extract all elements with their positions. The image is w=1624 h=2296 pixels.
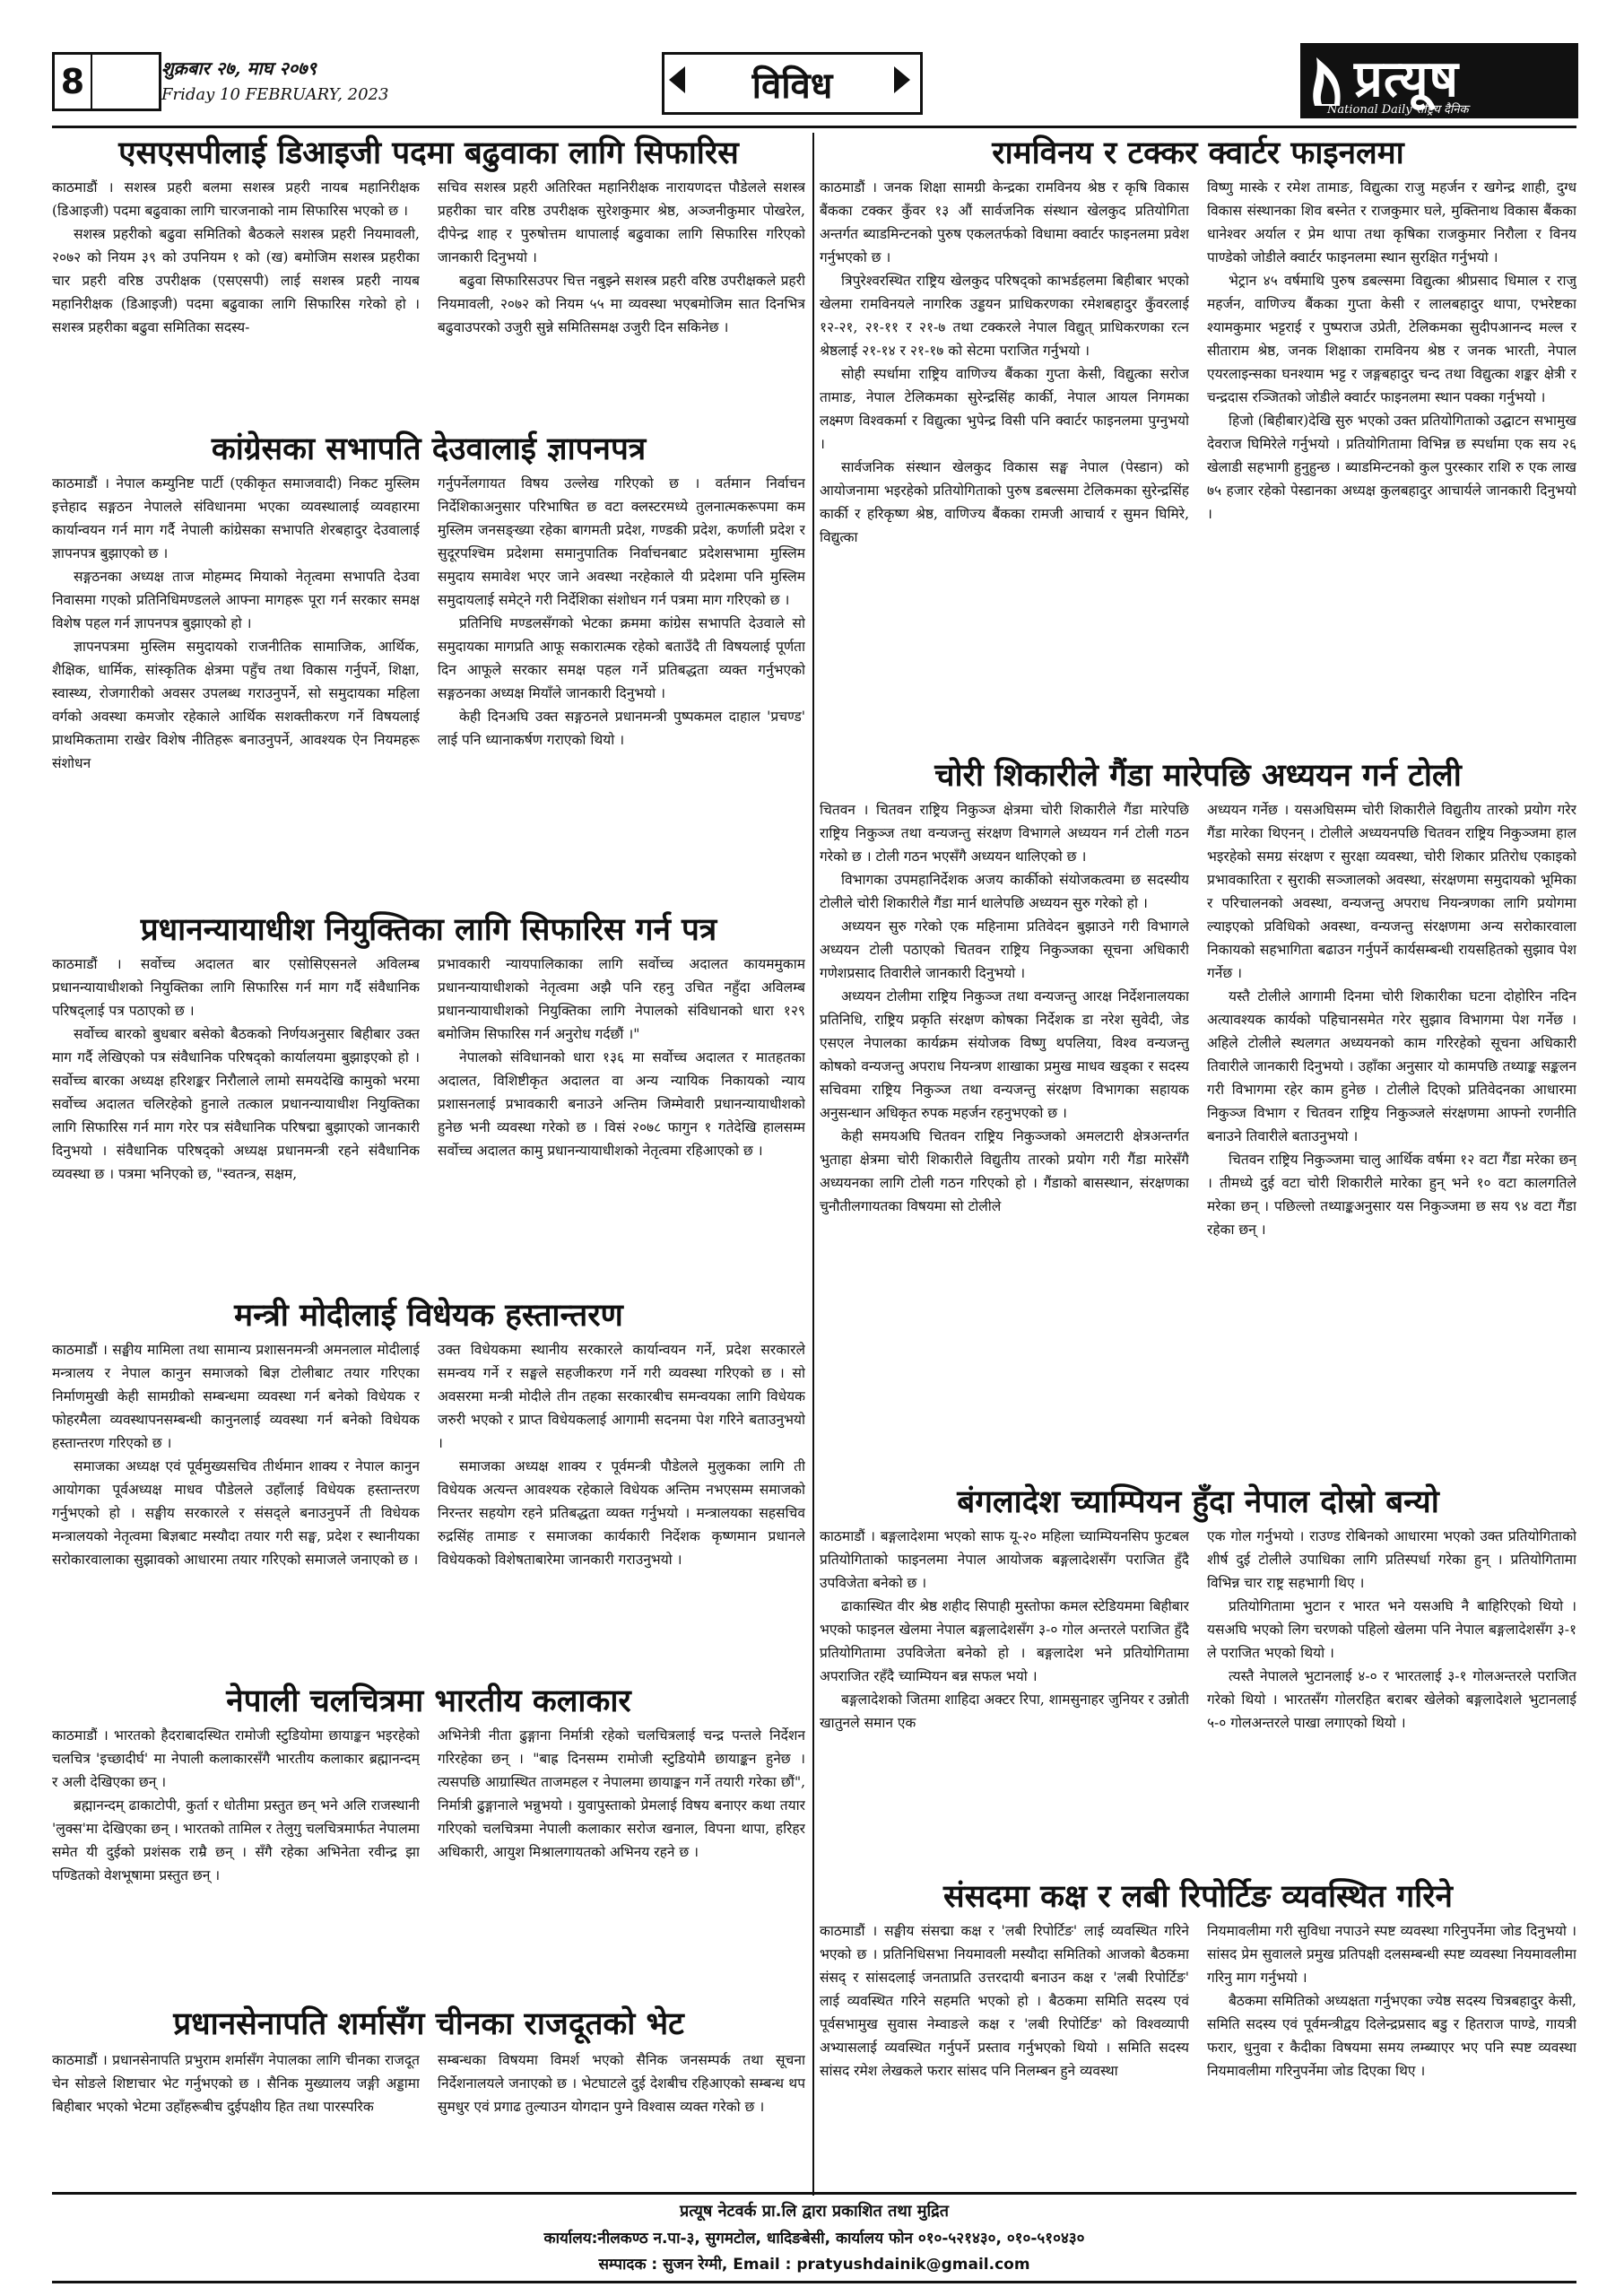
article-column bbox=[1207, 1525, 1576, 1866]
article-column bbox=[52, 952, 420, 1286]
masthead bbox=[1300, 43, 1578, 118]
paragraph: नेपालको संविधानको धारा १३६ मा सर्वोच्च अदालत र मातहतका अदालत, विशिष्टीकृत अदालत वा अन्य न्यायिक निकायको न्याय प्रशासनलाई प्रभावकारी बनाउने अन्तिम जिम्मेवारी प्रधानन्यायाधीशको हुनेछ भनी व्यवस्था गरेको छ । विसं २०७८ फागुन १ गतेदेखि हालसम्म सर्वोच्च अदालत कामु प्रधानन्यायाधीशको नेतृत्वमा रहिआएको छ । bbox=[438, 1049, 805, 1159]
article-body bbox=[52, 176, 805, 420]
headline: कांग्रेसका सभापति देउवालाई ज्ञापनपत्र bbox=[211, 431, 647, 467]
headline: नेपाली चलचित्रमा भारतीय कलाकार bbox=[226, 1683, 631, 1719]
paragraph: समाजका अध्यक्ष एवं पूर्वमुख्यसचिव तीर्थमान शाक्य र नेपाल कानुन आयोगका पूर्वअध्यक्ष माधव पौडेलले उहाँलाई विधेयक हस्तान्तरण गर्नुभएको हो । सङ्घीय सरकारले र संसद्ले बनाउनुपर्ने ती विधेयक मन्त्रालयको नेतृत्वमा बिज्ञबाट मस्यौदा तयार गरी सङ्घ, प्रदेश र स्थानीयका सरोकारवालाका सुझावको आधारमा तयार गरिएको समाजले जनाएको छ । bbox=[52, 1458, 420, 1568]
imprint-footer bbox=[52, 2192, 1576, 2283]
headline: प्रधानन्यायाधीश नियुक्तिका लागि सिफारिस गर्न पत्र bbox=[140, 912, 717, 948]
paragraph: उक्त विधेयकमा स्थानीय सरकारले कार्यान्वयन गर्ने, प्रदेश सरकारले समन्वय गर्ने र सङ्घले सहजीकरण गर्ने गरी व्यवस्था गरिएको छ । सो अवसरमा मन्त्री मोदीले तीन तहका सरकारबीच समन्वयका लागि विधेयक जरुरी भएको र प्राप्त विधेयकलाई आगामी सदनमा पेश गरिने बताउनुभयो । bbox=[438, 1342, 805, 1451]
paragraph: काठमाडौं । सङ्घीय संसद्मा कक्ष र 'लबी रिपोर्टिङ' लाई व्यवस्थित गरिने भएको छ । प्रतिनिधिसभा नियमावली मस्यौदा समितिको आजको बैठकमा संसद् र सांसदलाई जनताप्रति उत्तरदायी बनाउन कक्ष र 'लबी रिपोर्टिङ' लाई व्यवस्थित गरिने सहमति भएको हो । बैठकमा समिति सदस्य एवं पूर्वसभामुख सुवास नेम्वाङले कक्ष र 'लबी रिपोर्टिङ' को विश्वव्यापी अभ्यासलाई व्यवस्थित गर्नुपर्ने प्रस्ताव गर्नुभएको थियो । समिति सदस्य सांसद रमेश लेखकले फरार सांसद पनि निलम्बन हुने व्यवस्था bbox=[820, 1923, 1189, 2079]
paragraph: चितवन राष्ट्रिय निकुञ्जमा चालु आर्थिक वर्षमा १२ वटा गैंडा मरेका छन् । तीमध्ये दुई वटा चोरी शिकारीले मारेका हुन् भने १० वटा कालगतिले मरेका छन् । पछिल्लो तथ्याङ्कअनुसार यस निकुञ्जमा छ सय ९४ वटा गैंडा रहेका छन् । bbox=[1207, 1152, 1576, 1238]
article-column bbox=[438, 1724, 805, 1993]
paragraph: एक गोल गर्नुभयो । राउण्ड रोबिनको आधारमा भएको उक्त प्रतियोगिताको शीर्ष दुई टोलीले उपाधिका लागि प्रतिस्पर्धा गरेका हुन् । प्रतियोगितामा विभिन्न चार राष्ट्र सहभागी थिए । bbox=[1207, 1528, 1576, 1591]
headline: मन्त्री मोदीलाई विधेयक हस्तान्तरण bbox=[234, 1298, 623, 1334]
article-column bbox=[1207, 1919, 1576, 2185]
paragraph: चितवन । चितवन राष्ट्रिय निकुञ्ज क्षेत्रमा चोरी शिकारीले गैंडा मारेपछि राष्ट्रिय निकुञ्ज तथा वन्यजन्तु संरक्षण विभागले अध्ययन गर्न टोली गठन गरेको छ । टोली गठन भएसँगै अध्ययन थालिएको छ । bbox=[820, 802, 1189, 865]
paragraph: काठमाडौं । सर्वोच्च अदालत बार एसोसिएसनले अविलम्ब प्रधानन्यायाधीशको नियुक्तिका लागि सिफारिस गर्न माग गर्दै संवैधानिक परिषद्लाई पत्र पठाएको छ । bbox=[52, 956, 420, 1019]
paragraph: अभिनेत्री नीता ढुङ्गाना निर्मात्री रहेको चलचित्रलाई चन्द्र पन्तले निर्देशन गरिरहेका छन् । "बाह्र दिनसम्म रामोजी स्टुडियोमै छायाङ्कन हुनेछ । त्यसपछि आग्रास्थित ताजमहल र नेपालमा छायाङ्कन गर्ने तयारी गरेका छौं", निर्मात्री ढुङ्गानाले भन्नुभयो । युवापुस्ताको प्रेमलाई विषय बनाएर कथा तयार गरिएको चलचित्रमा नेपाली कलाकार सरोज खनाल, विपना थापा, हरिहर अधिकारी, आयुश मिश्रालगायतको अभिनय रहने छ । bbox=[438, 1727, 805, 1860]
paragraph: विभागका उपमहानिर्देशक अजय कार्कीको संयोजकत्वमा छ सदस्यीय टोलीले चोरी शिकारीले गैंडा मार्न थालेपछि अध्ययन सुरु गरेको हो । bbox=[820, 872, 1189, 911]
headline: एसएसपीलाई डिआइजी पदमा बढुवाका लागि सिफारिस bbox=[118, 135, 739, 171]
article-body bbox=[820, 176, 1576, 746]
article-column bbox=[820, 1525, 1189, 1866]
article-body bbox=[52, 2048, 805, 2183]
paragraph: काठमाडौं । प्रधानसेनापति प्रभुराम शर्मासँग नेपालका लागि चीनका राजदूत चेन सोङले शिष्टाचार भेट गर्नुभएको छ । सैनिक मुख्यालय जङ्गी अड्डामा बिहीबार भएको भेटमा उहाँहरूबीच दुईपक्षीय हित तथा पारस्परिक bbox=[52, 2052, 420, 2115]
paragraph: सचिव सशस्त्र प्रहरी अतिरिक्त महानिरीक्षक नारायणदत्त पौडेलले सशस्त्र प्रहरीका चार वरिष्ठ उपरीक्षक सुरेशकुमार श्रेष्ठ, अञ्जनीकुमार पोखरेल, दीपेन्द्र शाह र पुरुषोत्तम थापालाई बढुवाका लागि सिफारिस गरिएको जानकारी दिनुभयो । bbox=[438, 179, 805, 265]
paragraph: विष्णु मास्के र रमेश तामाङ, विद्युत्का राजु महर्जन र खगेन्द्र शाही, दुग्ध विकास संस्थानका शिव बस्नेत र राजकुमार घले, मुक्तिनाथ विकास बैंकका धानेश्वर अर्याल र प्रेम थापा तथा कृषिका राजकुमार निरौला र विनय पाण्डेको जोडीले क्वार्टर फाइनलमा स्थान सुरक्षित गर्नुभयो । bbox=[1207, 179, 1576, 265]
paragraph: बढुवा सिफारिसउपर चित्त नबुझ्ने सशस्त्र प्रहरी वरिष्ठ उपरीक्षकले प्रहरी नियमावली, २०७२ को नियम ५५ मा व्यवस्था भएबमोजिम सात दिनभित्र बढुवाउपरको उजुरी सुन्ने समितिसमक्ष उजुरी दिन सकिनेछ । bbox=[438, 273, 805, 335]
paragraph: सङ्गठनका अध्यक्ष ताज मोहम्मद मियाको नेतृत्वमा सभापति देउवा निवासमा गएको प्रतिनिधिमण्डलले आफ्ना मागहरू पूरा गर्न सरकार समक्ष विशेष पहल गर्न ज्ञापनपत्र बुझाएको हो । bbox=[52, 569, 420, 631]
date-nepali: शुक्रबार २७, माघ २०७९ bbox=[161, 57, 317, 79]
paragraph: समाजका अध्यक्ष शाक्य र पूर्वमन्त्री पौडेलले मुलुकका लागि ती विधेयक अत्यन्त आवश्यक रहेकाले विधेयक अन्तिम नभएसम्म समाजको निरन्तर सहयोग रहने प्रतिबद्धता व्यक्त गर्नुभयो । मन्त्रालयका सहसचिव रुद्रसिंह तामाङ र समाजका कार्यकारी निर्देशक कृष्णमान प्रधानले विधेयकको विशेषताबारेमा जानकारी गराउनुभयो । bbox=[438, 1458, 805, 1568]
paragraph: प्रतियोगितामा भुटान र भारत भने यसअघि नै बाहिरिएको थियो । यसअघि भएको लिग चरणको पहिलो खेलमा पनि नेपाल बङ्गलादेशसँग ३-१ ले पराजित भएको थियो । bbox=[1207, 1598, 1576, 1661]
headline: प्रधानसेनापति शर्मासँग चीनका राजदूतको भेट bbox=[173, 2006, 684, 2042]
paragraph: केही दिनअघि उक्त सङ्गठनले प्रधानमन्त्री पुष्पकमल दाहाल 'प्रचण्ड' लाई पनि ध्यानाकर्षण गराएको थियो । bbox=[438, 709, 805, 748]
paragraph: अध्ययन गर्नेछ । यसअघिसम्म चोरी शिकारीले विद्युतीय तारको प्रयोग गरेर गैंडा मारेका थिएनन् । टोलीले अध्ययनपछि चितवन राष्ट्रिय निकुञ्जमा हाल भइरहेको समग्र संरक्षण र सुरक्षा व्यवस्था, चोरी शिकार प्रतिरोध एकाइको प्रभावकारिता र सुराकी सञ्जालको अवस्था, संरक्षणमा समुदायको भूमिका र परिचालनको अवस्था, वन्यजन्तु अपराध नियन्त्रणका लागि प्रयोगमा ल्याइएको प्रविधिको अवस्था, वन्यजन्तु संरक्षणमा अन्य सरोकारवाला निकायको सहभागिता बढाउन गर्नुपर्ने कार्यसम्बन्धी रायसहितको सुझाव पेश गर्नेछ । bbox=[1207, 802, 1576, 981]
paragraph: सशस्त्र प्रहरीको बढुवा समितिको बैठकले सशस्त्र प्रहरी नियमावली, २०७२ को नियम ३९ को उपनियम १ को (ख) बमोजिम सशस्त्र प्रहरीका चार प्रहरी वरिष्ठ उपरीक्षक (एसएसपी) लाई सशस्त्र प्रहरी नायब महानिरीक्षक (डिआइजी) पदमा बढुवाका लागि सिफारिस गरेको हो । सशस्त्र प्रहरीका बढुवा समितिका सदस्य- bbox=[52, 226, 420, 335]
paragraph: नियमावलीमा गरी सुविधा नपाउने स्पष्ट व्यवस्था गरिनुपर्नेमा जोड दिनुभयो । सांसद प्रेम सुवालले प्रमुख प्रतिपक्षी दलसम्बन्धी स्पष्ट व्यवस्था नियमावलीमा गरिनु माग गर्नुभयो । bbox=[1207, 1923, 1576, 1986]
headline: रामविनय र टक्कर क्वार्टर फाइनलमा bbox=[992, 135, 1404, 171]
paragraph: केही समयअघि चितवन राष्ट्रिय निकुञ्जको अमलटारी क्षेत्रअन्तर्गत भुताहा क्षेत्रमा चोरी शिकारीले विद्युतीय तारको प्रयोग गरी गैंडा मारेसँगै अध्ययनका लागि टोली गठन गरिएको हो । गैंडाको बासस्थान, संरक्षणका चुनौतीलगायतका विषयमा सो टोलीले bbox=[820, 1128, 1189, 1214]
headline: चोरी शिकारीले गैंडा मारेपछि अध्ययन गर्न टोली bbox=[934, 758, 1462, 794]
page-number: 8 bbox=[55, 55, 92, 109]
paragraph: अध्ययन सुरु गरेको एक महिनामा प्रतिवेदन बुझाउने गरी विभागले अध्ययन टोली पठाएको चितवन राष्ट्रिय निकुञ्जका सूचना अधिकारी गणेशप्रसाद तिवारीले जानकारी दिनुभयो । bbox=[820, 918, 1189, 981]
article-column bbox=[820, 798, 1189, 1473]
article-column bbox=[1207, 798, 1576, 1473]
article-column bbox=[438, 176, 805, 420]
paragraph: काठमाडौं । बङ्गलादेशमा भएको साफ यू-२० महिला च्याम्पियनसिप फुटबल प्रतियोगिताको फाइनलमा नेपाल आयोजक बङ्गलादेशसँग पराजित हुँदै उपविजेता बनेको छ । bbox=[820, 1528, 1189, 1591]
article-column bbox=[820, 176, 1189, 746]
article-column bbox=[1207, 176, 1576, 746]
office-address: कार्यालय:नीलकण्ठ न.पा-३, सुगमटोल, धादिङबेसी, कार्यालय फोन ०१०-५२१४३०, ०१०-५१०४३० bbox=[543, 2230, 1085, 2248]
article-body bbox=[52, 952, 805, 1286]
paragraph: काठमाडौं । सशस्त्र प्रहरी बलमा सशस्त्र प्रहरी नायब महानिरीक्षक (डिआइजी) पदमा बढुवाका लागि चारजनाको नाम सिफारिस भएको छ । bbox=[52, 179, 420, 219]
paragraph: ब्रह्मानन्दम् ढाकाटोपी, कुर्ता र धोतीमा प्रस्तुत छन् भने अलि राजस्थानी 'लुक्स'मा देखिएका छन् । भारतको तामिल र तेलुगु चलचित्रमार्फत नेपालमा समेत यी दुईको प्रशंसक राम्रै छन् । सँगै रहेका अभिनेता रवीन्द्र झा पण्डितको वेशभूषामा प्रस्तुत छन् । bbox=[52, 1797, 420, 1883]
article-column bbox=[438, 952, 805, 1286]
article-body bbox=[820, 798, 1576, 1473]
paragraph: काठमाडौं । सङ्घीय मामिला तथा सामान्य प्रशासनमन्त्री अमनलाल मोदीलाई मन्त्रालय र नेपाल कानुन समाजको बिज्ञ टोलीबाट तयार गरिएका निर्माणमुखी केही सामग्रीको सम्बन्धमा व्यवस्था गर्न बनेको विधेयक र फोहरमैला व्यवस्थापनसम्बन्धी कानुनलाई व्यवस्था गर्न बनेको विधेयक हस्तान्तरण गरिएको छ । bbox=[52, 1342, 420, 1451]
article-column bbox=[438, 1338, 805, 1672]
paragraph: यस्तै टोलीले आगामी दिनमा चोरी शिकारीका घटना दोहोरिन नदिन अत्यावश्यक कार्यको पहिचानसमेत गरेर सुझाव विभागमा पेश गर्नेछ । अहिले टोलीले स्थलगत अध्ययनको काम गरिरहेको सूचना अधिकारी तिवारीले जानकारी दिनुभयो । उहाँका अनुसार यो कामपछि तथ्याङ्क सङ्कलन गरी विभागमा रहेर काम हुनेछ । टोलीले दिएको प्रतिवेदनका आधारमा निकुञ्ज विभाग र चितवन राष्ट्रिय निकुञ्जले संरक्षणमा आफ्नो रणनीति बनाउने तिवारीले बताउनुभयो । bbox=[1207, 988, 1576, 1144]
paragraph: त्रिपुरेश्वरस्थित राष्ट्रिय खेलकुद परिषद्को काभर्डहलमा बिहीबार भएको खेलमा रामविनयले नागरिक उड्डयन प्राधिकरणका रमेशबहादुर कुँवरलाई १२-२१, २१-११ र २१-७ तथा टक्करले नेपाल विद्युत् प्राधिकरणका रत्न श्रेष्ठलाई २१-१४ र २१-१७ को सेटमा पराजित गर्नुभयो । bbox=[820, 273, 1189, 359]
article-body bbox=[52, 1338, 805, 1672]
left-arrow-icon bbox=[669, 66, 685, 93]
paragraph: सोही स्पर्धामा राष्ट्रिय वाणिज्य बैंकका गुप्ता केसी, विद्युत्का सरोज तामाङ, नेपाल टेलिकमका सुरेन्द्रसिंह कार्की, नेपाल आयल निगमका लक्ष्मण विश्वकर्मा र विद्युत्का भुपेन्द्र विसी पनि क्वार्टर फाइनलमा पुग्नुभयो । bbox=[820, 366, 1189, 452]
date-english: Friday 10 FEBRUARY, 2023 bbox=[161, 85, 389, 104]
paragraph: भेट्रान ४५ वर्षमाथि पुरुष डबल्समा विद्युत्का श्रीप्रसाद धिमाल र राजु महर्जन, वाणिज्य बैंकका गुप्ता केसी र लालबहादुर थापा, एभरेष्टका श्यामकुमार भट्टराई र पुष्पराज उप्रेती, टेलिकमका सुदीपआनन्द मल्ल र सीताराम श्रेष्ठ, जनक शिक्षाका रामविनय श्रेष्ठ र जनक भारती, नेपाल एयरलाइन्सका घनश्याम भट्ट र जङ्गबहादुर चन्द तथा विद्युत्का शङ्कर क्षेत्री र चन्द्रदास रञ्जितको जोडीले क्वार्टर फाइनलमा स्थान पक्का गर्नुभयो । bbox=[1207, 273, 1576, 405]
paragraph: हिजो (बिहीबार)देखि सुरु भएको उक्त प्रतियोगिताको उद्घाटन सभामुख देवराज घिमिरेले गर्नुभयो । प्रतियोगितामा विभिन्न छ स्पर्धामा एक सय २६ खेलाडी सहभागी हुनुहुन्छ । ब्याडमिन्टनको कुल पुरस्कार राशि रु एक लाख ७५ हजार रहेको पेस्डानका अध्यक्ष कुलबहादुर आचार्यले जानकारी दिनुभयो । bbox=[1207, 413, 1576, 522]
article-body bbox=[820, 1919, 1576, 2185]
article-body bbox=[52, 1724, 805, 1993]
headline: बंगलादेश च्याम्पियन हुँदा नेपाल दोस्रो बन्यो bbox=[957, 1484, 1439, 1520]
article-column bbox=[52, 176, 420, 420]
paragraph: बङ्गलादेशको जितमा शाहिदा अक्टर रिपा, शामसुनाहर जुनियर र उन्नोती खातुनले समान एक bbox=[820, 1692, 1189, 1731]
article-column bbox=[52, 2048, 420, 2183]
paragraph: प्रभावकारी न्यायपालिकाका लागि सर्वोच्च अदालत कायममुकाम प्रधानन्यायाधीशको नेतृत्वमा अझै पनि रहनु उचित नहुँदा अविलम्ब प्रधानन्यायाधीशको नियुक्तिका लागि नेपालको संविधानको धारा १२९ बमोजिम सिफारिस गर्न अनुरोध गर्दछौं ।" bbox=[438, 956, 805, 1042]
paragraph: गर्नुपर्नेलगायत विषय उल्लेख गरिएको छ । वर्तमान निर्वाचन निर्देशिकाअनुसार परिभाषित छ वटा क्लस्टरमध्ये तुलनात्मकरूपमा कम मुस्लिम जनसङ्ख्या रहेका बागमती प्रदेश, गण्डकी प्रदेश, कर्णाली प्रदेश र सुदूरपश्चिम प्रदेशमा समानुपातिक निर्वाचनबाट प्रदेशसभामा मुस्लिम समुदाय समावेश भएर जाने अवस्था नरहेकाले यी प्रदेशमा पनि मुस्लिम समुदायलाई समेट्ने गरी निर्देशिका संशोधन गर्न पत्रमा माग गरिएको छ । bbox=[438, 475, 805, 608]
article-column bbox=[52, 1338, 420, 1672]
paragraph: प्रतिनिधि मण्डलसँगको भेटका क्रममा कांग्रेस सभापति देउवाले सो समुदायका मागप्रति आफू सकारात्मक रहेको बताउँदै ती विषयलाई पूर्णता दिन आफूले सरकार समक्ष पहल गर्ने प्रतिबद्धता व्यक्त गर्नुभएको सङ्गठनका अध्यक्ष मियाँले जानकारी दिनुभयो । bbox=[438, 615, 805, 701]
header-rule bbox=[52, 126, 1576, 128]
paragraph: त्यस्तै नेपालले भुटानलाई ४-० र भारतलाई ३-१ गोलअन्तरले पराजित गरेको थियो । भारतसँग गोलरहित बराबर खेलेको बङ्गलादेशले भुटानलाई ५-० गोलअन्तरले पाखा लगाएको थियो । bbox=[1207, 1668, 1576, 1731]
masthead-subtitle: National Daily राष्ट्रिय दैनिक bbox=[1327, 103, 1469, 117]
article-column bbox=[820, 1919, 1189, 2185]
publisher-line: प्रत्यूष नेटवर्क प्रा.लि द्वारा प्रकाशित तथा मुद्रित bbox=[680, 2202, 949, 2221]
paragraph: सर्वोच्च बारको बुधबार बसेको बैठकको निर्णयअनुसार बिहीबार उक्त माग गर्दै लेखिएको पत्र संवैधानिक परिषद्को कार्यालयमा बुझाइएको हो । सर्वोच्च बारका अध्यक्ष हरिशङ्कर निरौलाले लामो समयदेखि कामुको भरमा सर्वोच्च अदालत चलिरहेको हुनाले तत्काल प्रधानन्यायाधीश नियुक्तिका लागि सिफारिस गर्न माग गरेर पत्र संवैधानिक परिषद्मा बुझाएको जानकारी दिनुभयो । संवैधानिक परिषद्को अध्यक्ष प्रधानमन्त्री रहने संवैधानिक व्यवस्था छ । पत्रमा भनिएको छ, "स्वतन्त्र, सक्षम, bbox=[52, 1026, 420, 1182]
paragraph: बैठकमा समितिको अध्यक्षता गर्नुभएका ज्येष्ठ सदस्य चित्रबहादुर केसी, समिति सदस्य एवं पूर्वमन्त्रीद्वय दिलेन्द्रप्रसाद बडु र हितराज पाण्डे, गायत्री फरार, धुनुवा र कैदीका विषयमा समय लम्ब्याएर भए पनि स्पष्ट व्यवस्था नियमावलीमा गरिनुपर्नेमा जोड दिएका थिए । bbox=[1207, 1993, 1576, 2079]
column-divider bbox=[812, 133, 814, 2196]
section-title: विविध bbox=[662, 52, 923, 115]
right-arrow-icon bbox=[894, 66, 910, 93]
paragraph: ज्ञापनपत्रमा मुस्लिम समुदायको राजनीतिक सामाजिक, आर्थिक, शैक्षिक, धार्मिक, सांस्कृतिक क्षेत्रमा पहुँच तथा विकास गर्नुपर्ने, शिक्षा, स्वास्थ्य, रोजगारीको अवसर उपलब्ध गराउनुपर्ने, सो समुदायका महिला वर्गको अवस्था कमजोर रहेकाले आर्थिक सशक्तीकरण गर्ने विषयलाई प्राथमिकतामा राखेर विशेष नीतिहरू बनाउनुपर्ने, आवश्यक ऐन नियमहरू संशोधन bbox=[52, 639, 420, 771]
flame-logo-icon bbox=[1307, 52, 1349, 108]
article-column bbox=[438, 2048, 805, 2183]
paragraph: काठमाडौं । जनक शिक्षा सामग्री केन्द्रका रामविनय श्रेष्ठ र कृषि विकास बैंकका टक्कर कुँवर १३ औं सार्वजनिक संस्थान खेलकुद प्रतियोगिता अन्तर्गत ब्याडमिन्टनको पुरुष एकलतर्फको विधामा क्वार्टर फाइनलमा प्रवेश गर्नुभएको छ । bbox=[820, 179, 1189, 265]
paragraph: अध्ययन टोलीमा राष्ट्रिय निकुञ्ज तथा वन्यजन्तु आरक्ष निर्देशनालयका प्रतिनिधि, राष्ट्रिय प्रकृति संरक्षण कोषका निर्देशक डा नरेश सुवेदी, जेड एसएल नेपालका कार्यक्रम संयोजक विष्णु थपलिया, विश्व वन्यजन्तु कोषको वन्यजन्तु अपराध नियन्त्रण शाखाका प्रमुख माधव खड्का र सदस्य सचिवमा राष्ट्रिय निकुञ्ज तथा वन्यजन्तु संरक्षण विभागका सहायक अनुसन्धान अधिकृत रुपक महर्जन रहनुभएको छ । bbox=[820, 988, 1189, 1121]
page-number-box bbox=[52, 52, 161, 111]
paragraph: काठमाडौं । भारतको हैदराबादस्थित रामोजी स्टुडियोमा छायाङ्कन भइरहेको चलचित्र 'इच्छादीर्घ' मा नेपाली कलाकारसँगै भारतीय कलाकार ब्रह्मानन्दम् र अली देखिएका छन् । bbox=[52, 1727, 420, 1790]
masthead-name: प्रत्यूष bbox=[1354, 50, 1459, 109]
article-column bbox=[438, 472, 805, 902]
paragraph: ढाकास्थित वीर श्रेष्ठ शहीद सिपाही मुस्तोफा कमल स्टेडियममा बिहीबार भएको फाइनल खेलमा नेपाल बङ्गलादेशसँग ३-० गोल अन्तरले पराजित हुँदै प्रतियोगितामा उपविजेता बनेको हो । बङ्गलादेश भने प्रतियोगितामा अपराजित रहँदै च्याम्पियन बन्न सफल भयो । bbox=[820, 1598, 1189, 1684]
headline: संसदमा कक्ष र लबी रिपोर्टिङ व्यवस्थित गरिने bbox=[943, 1879, 1453, 1915]
dateline bbox=[161, 52, 502, 104]
article-body bbox=[820, 1525, 1576, 1866]
article-column bbox=[52, 1724, 420, 1993]
paragraph: काठमाडौं । नेपाल कम्युनिष्ट पार्टी (एकीकृत समाजवादी) निकट मुस्लिम इत्तेहाद सङ्गठन नेपालले संविधानमा भएका व्यवस्थालाई व्यवहारमा कार्यान्वयन गर्न माग गर्दै नेपाली कांग्रेसका सभापति शेरबहादुर देउवालाई ज्ञापनपत्र बुझाएको छ । bbox=[52, 475, 420, 561]
article-body bbox=[52, 472, 805, 902]
paragraph: सार्वजनिक संस्थान खेलकुद विकास सङ्घ नेपाल (पेस्डान) को आयोजनामा भइरहेको प्रतियोगिताको पुरुष डबल्समा टेलिकमका सुरेन्द्रसिंह कार्की र हरिकृष्ण श्रेष्ठ, वाणिज्य बैंकका रामजी आचार्य र सुमन घिमिरे, विद्युत्का bbox=[820, 459, 1189, 545]
paragraph: सम्बन्धका विषयमा विमर्श भएको सैनिक जनसम्पर्क तथा सूचना निर्देशनालयले जनाएको छ । भेटघाटले दुई देशबीच रहिआएको सम्बन्ध थप सुमधुर एवं प्रगाढ तुल्याउन योगदान पुग्ने विश्वास व्यक्त गरेको छ । bbox=[438, 2052, 805, 2115]
editor-email: सम्पादक : सुजन रेग्मी, Email : pratyushdainik@gmail.com bbox=[598, 2256, 1030, 2274]
article-column bbox=[52, 472, 420, 902]
